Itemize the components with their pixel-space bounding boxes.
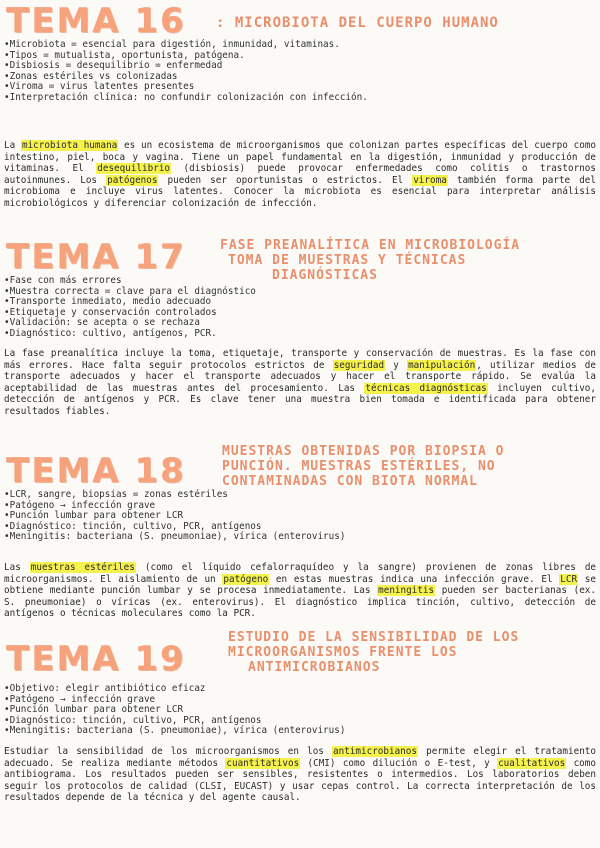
title-line: PUNCIÓN. MUESTRAS ESTÉRILES, NO [222,459,496,474]
text-run: La fase preanalítica incluye la toma, etiquetaje, transporte y conservación de muestras. Es la fase con más errores. Hace falta seguir protocolos estrictos de [4,348,596,371]
text-run: pueden ser bacterianas (ex. S. pneumoniae) o víricas (ex. enterovirus). El diagnóstico implica tinción, cultivo, detección de antígenos o técnicas moleculares como la PCR. [4,585,596,619]
list-item: • LCR, sangre, biopsias = zonas estériles [4,490,345,501]
text-run: La [4,140,21,151]
title-line: TOMA DE MUESTRAS Y TÉCNICAS [228,253,467,268]
highlight: antimicrobianos [333,746,417,757]
text-run: se obtiene mediante punción lumbar y se procesa inmediatamente. Las [4,573,596,596]
tema-17-bullets [4,276,256,340]
list-item: • Zonas estériles vs colonizadas [4,72,368,83]
tema-18-label: TEMA 18 [6,451,186,491]
tema-19-bullets [4,684,345,737]
highlight: LCR [560,573,578,585]
highlight: meningitis [378,585,435,596]
list-item: • Objetivo: elegir antibiótico eficaz [4,684,345,695]
list-item: • Disbiosis = desequilibrio = enfermedad [4,61,368,72]
tema-19-title [228,630,519,675]
highlight: seguridad [333,359,385,371]
tema-19-paragraph [4,746,596,804]
text-run: como antibiograma. Los resultados pueden ser sensibles, resistentes o intermedios. Los laboratorios deben seguir los protocolos de calidad (CLSI, EUCAST) y usar cepas control. La correcta interpretación de los resultados depende de la técnica y del agente causal. [4,757,596,803]
highlight: microbiota humana [21,140,118,151]
text-run: incluyen cultivo, detección de antígenos y PCR. Es clave tener una muestra bien tomada e identificada para obtener resultados fiables. [4,382,596,417]
highlight: viroma [413,174,447,186]
list-item: • Fase con más errores [4,276,256,287]
list-item: • Diagnóstico: tinción, cultivo, PCR, antígenos [4,716,345,727]
list-item: • Etiquetaje y conservación controlados [4,308,256,319]
list-item: • Validación: se acepta o se rechaza [4,318,256,329]
tema-18-title [222,444,504,489]
text-run: Estudiar la sensibilidad de los microorganismos en los [4,746,333,757]
highlight: cualitativos [498,757,566,769]
highlight: patógenos [107,174,158,186]
title-line: ANTIMICROBIANOS [248,660,381,675]
tema-17-title [220,238,520,283]
title-line: MICROORGANISMOS FRENTE LOS [228,645,458,660]
title-line: ESTUDIO DE LA SENSIBILIDAD DE LOS [228,630,520,645]
text-run: y [385,359,408,371]
list-item: • Patógeno → infección grave [4,695,345,706]
highlight: muestras estériles [30,562,135,573]
highlight: cuantitativos [226,757,300,769]
list-item: • Muestra correcta = clave para el diagnóstico [4,287,256,298]
list-item: • Punción lumbar para obtener LCR [4,705,345,716]
text-run: (CMI) como dilución o E-test, y [300,757,498,769]
text-run: en estas muestras indica una infección grave. El [269,573,560,585]
text-run: (disbiosis) puede provocar enfermedades como colitis o trastornos autoinmunes. Los [4,163,596,186]
tema-16-bullets [4,40,368,104]
title-line: MUESTRAS OBTENIDAS POR BIOPSIA O [222,444,505,459]
tema-18-paragraph [4,562,596,620]
text-run: Las [4,562,30,573]
list-item: • Microbiota = esencial para digestión, inmunidad, vitaminas. [4,40,368,51]
title-line: CONTAMINADAS CON BIOTA NORMAL [222,474,478,489]
list-item: • Patógeno → infección grave [4,501,345,512]
tema-17-paragraph [4,348,596,417]
text-run: (como el líquido cefalorraquídeo y la sangre) provienen de zonas libres de microorganismos. El aislamiento de un [4,562,597,585]
title-line: DIAGNÓSTICAS [272,268,378,283]
list-item: • Meningitis: bacteriana (S. pneumoniae), vírica (enterovirus) [4,726,345,737]
tema-17-label: TEMA 17 [6,237,186,277]
list-item: • Meningitis: bacteriana (S. pneumoniae), vírica (enterovirus) [4,532,345,543]
tema-18-bullets [4,490,345,543]
list-item: • Transporte inmediato, medio adecuado [4,297,256,308]
list-item: • Tipos = mutualista, oportunista, patógena. [4,51,368,62]
list-item: • Diagnóstico: cultivo, antígenos, PCR. [4,329,256,340]
list-item: • Punción lumbar para obtener LCR [4,511,345,522]
list-item: • Interpretación clínica: no confundir colonización con infección. [4,93,368,104]
highlight: desequilibrio [97,163,171,174]
highlight: manipulación [408,359,476,371]
text-run: pueden ser oportunistas o estrictos. El [158,174,413,186]
tema-16-title: : MICROBIOTA DEL CUERPO HUMANO [216,15,499,31]
text-run: , utilizar medios de transporte adecuados y hacer el transporte adecuados y hacer el transporte rápido. Se evalúa la aceptabilidad de las muestras antes del procesamiento. Las [4,359,596,394]
highlight: patógeno [223,573,269,585]
tema-19-label: TEMA 19 [6,639,186,679]
highlight: técnicas diagnósticas [365,382,487,394]
tema-16-paragraph [4,140,596,209]
tema-16-label: TEMA 16 [6,1,186,41]
title-line: FASE PREANALÍTICA EN MICROBIOLOGÍA [220,238,521,253]
list-item: • Viroma = virus latentes presentes [4,82,368,93]
text-run: permite elegir el tratamiento adecuado. Se realiza mediante métodos [4,746,596,769]
text-run: también forma parte del microbioma e incluye virus latentes. Conocer la microbiota es esencial para interpretar análisis microbiológicos y diferenciar colonización de infección. [4,174,596,209]
text-run: es un ecosistema de microorganismos que colonizan partes específicas del cuerpo como intestino, piel, boca y vagina. Tiene un papel fundamental en la digestión, inmunidad y producción de vitaminas. El [4,140,597,174]
list-item: • Diagnóstico: tinción, cultivo, PCR, antígenos [4,522,345,533]
